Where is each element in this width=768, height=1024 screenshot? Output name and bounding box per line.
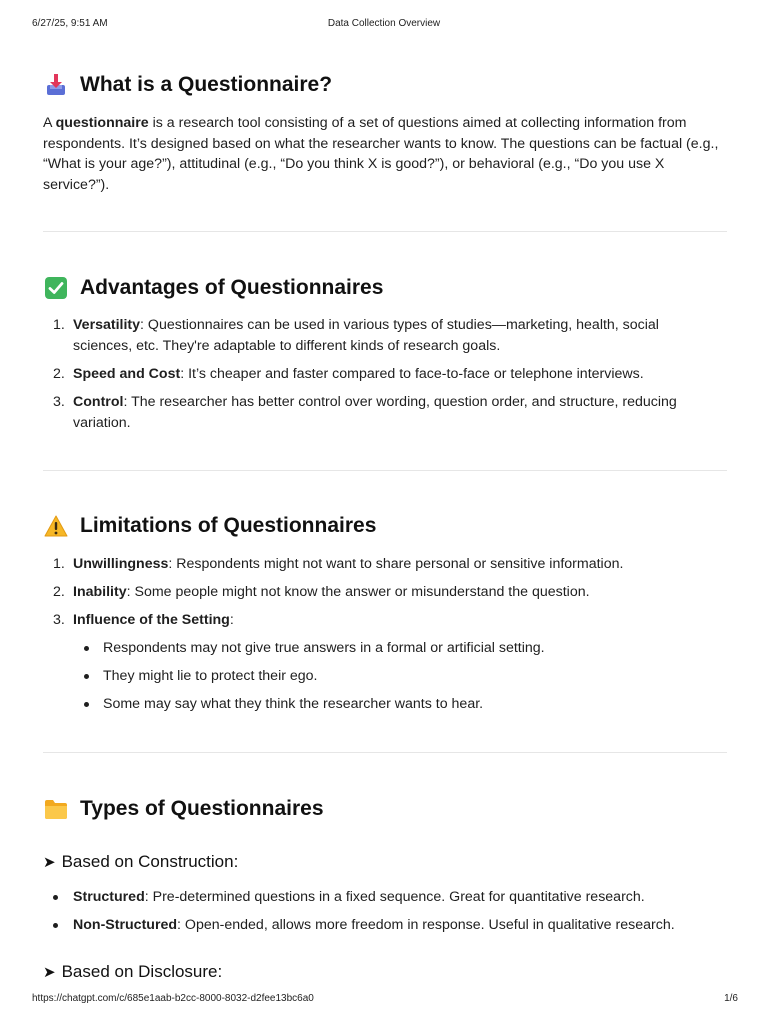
print-url[interactable]: https://chatgpt.com/c/685e1aab-b2cc-8000-8032-d2fee13bc6a0 [32, 993, 314, 1004]
heading-what-is-questionnaire [43, 72, 332, 98]
para-prefix: A [43, 115, 56, 131]
heading-text: Advantages of Questionnaires [80, 276, 384, 299]
divider [43, 231, 727, 232]
check-mark-button-icon [43, 275, 69, 301]
sub-list-text: Respondents may not give true answers in a formal or artificial setting. [103, 640, 545, 656]
list-item [53, 315, 721, 356]
list-item [53, 915, 713, 936]
arrow-right-icon: ➤ [43, 964, 56, 981]
list-item [53, 610, 721, 631]
list-text: : The researcher has better control over wording, question order, and structure, reducing variation. [73, 394, 677, 431]
questionnaire-definition [43, 113, 727, 195]
list-text: : Respondents might not want to share personal or sensitive information. [168, 556, 624, 572]
list-term: Influence of the Setting [73, 612, 230, 628]
list-number: 3. [53, 394, 65, 410]
print-header [0, 18, 768, 34]
sub-list-text: Some may say what they think the researcher wants to hear. [103, 696, 484, 712]
heading-limitations [43, 513, 376, 539]
arrow-right-icon: ➤ [43, 854, 56, 871]
print-datetime: 6/27/25, 9:51 AM [32, 18, 108, 29]
list-number: 2. [53, 366, 65, 382]
list-term: Control [73, 394, 124, 410]
para-rest: is a research tool consisting of a set of questions aimed at collecting information from respondents. It’s designed based on what the researcher wants to know. The questions can be factual (e.g., “What is your age?”), attitudinal (e.g., “Do you think X is good?”), or behavioral (e.g., “Do you use X service?”). [43, 115, 719, 193]
list-number: 2. [53, 584, 65, 600]
subheading-text: Based on Construction: [61, 852, 239, 871]
list-term: Inability [73, 584, 127, 600]
list-item [53, 364, 721, 385]
sub-list-item [84, 638, 704, 659]
heading-advantages [43, 275, 383, 301]
heading-text: Types of Questionnaires [80, 797, 324, 820]
list-number: 1. [53, 556, 65, 572]
subheading-disclosure [43, 962, 222, 982]
list-term: Structured [73, 889, 145, 905]
page-number: 1/6 [724, 993, 738, 1004]
list-term: Unwillingness [73, 556, 169, 572]
list-text: : Open-ended, allows more freedom in response. Useful in qualitative research. [177, 917, 675, 933]
bullet [53, 895, 58, 900]
list-term: Versatility [73, 317, 141, 333]
list-text: : [229, 612, 234, 628]
print-doc-title: Data Collection Overview [327, 18, 441, 29]
list-number: 1. [53, 317, 65, 333]
list-item [53, 582, 721, 603]
bullet [84, 674, 89, 679]
list-number: 3. [53, 612, 65, 628]
bullet [53, 923, 58, 928]
sub-list-item [84, 666, 704, 687]
warning-icon [43, 513, 69, 539]
list-text: : It’s cheaper and faster compared to face-to-face or telephone interviews. [180, 366, 644, 382]
list-item [53, 554, 721, 575]
heading-types [43, 796, 324, 822]
list-item [53, 887, 713, 908]
bullet [84, 702, 89, 707]
folder-icon [43, 796, 69, 822]
subheading-construction [43, 852, 238, 872]
sub-list-text: They might lie to protect their ego. [103, 668, 318, 684]
subheading-text: Based on Disclosure: [61, 962, 223, 981]
heading-text: Limitations of Questionnaires [80, 514, 377, 537]
list-text: : Some people might not know the answer or misunderstand the question. [126, 584, 590, 600]
list-term: Non-Structured [73, 917, 178, 933]
list-term: Speed and Cost [73, 366, 181, 382]
list-item [53, 392, 721, 433]
term-questionnaire: questionnaire [55, 115, 149, 131]
divider [43, 752, 727, 753]
list-text: : Pre-determined questions in a fixed sequence. Great for quantitative research. [144, 889, 645, 905]
sub-list-item [84, 694, 704, 715]
print-footer [0, 993, 768, 1009]
inbox-tray-icon [43, 72, 69, 98]
bullet [84, 646, 89, 651]
divider [43, 470, 727, 471]
list-text: : Questionnaires can be used in various types of studies—marketing, health, social sciences, etc. They're adaptable to different kinds of research goals. [73, 317, 659, 354]
heading-text: What is a Questionnaire? [80, 73, 333, 96]
